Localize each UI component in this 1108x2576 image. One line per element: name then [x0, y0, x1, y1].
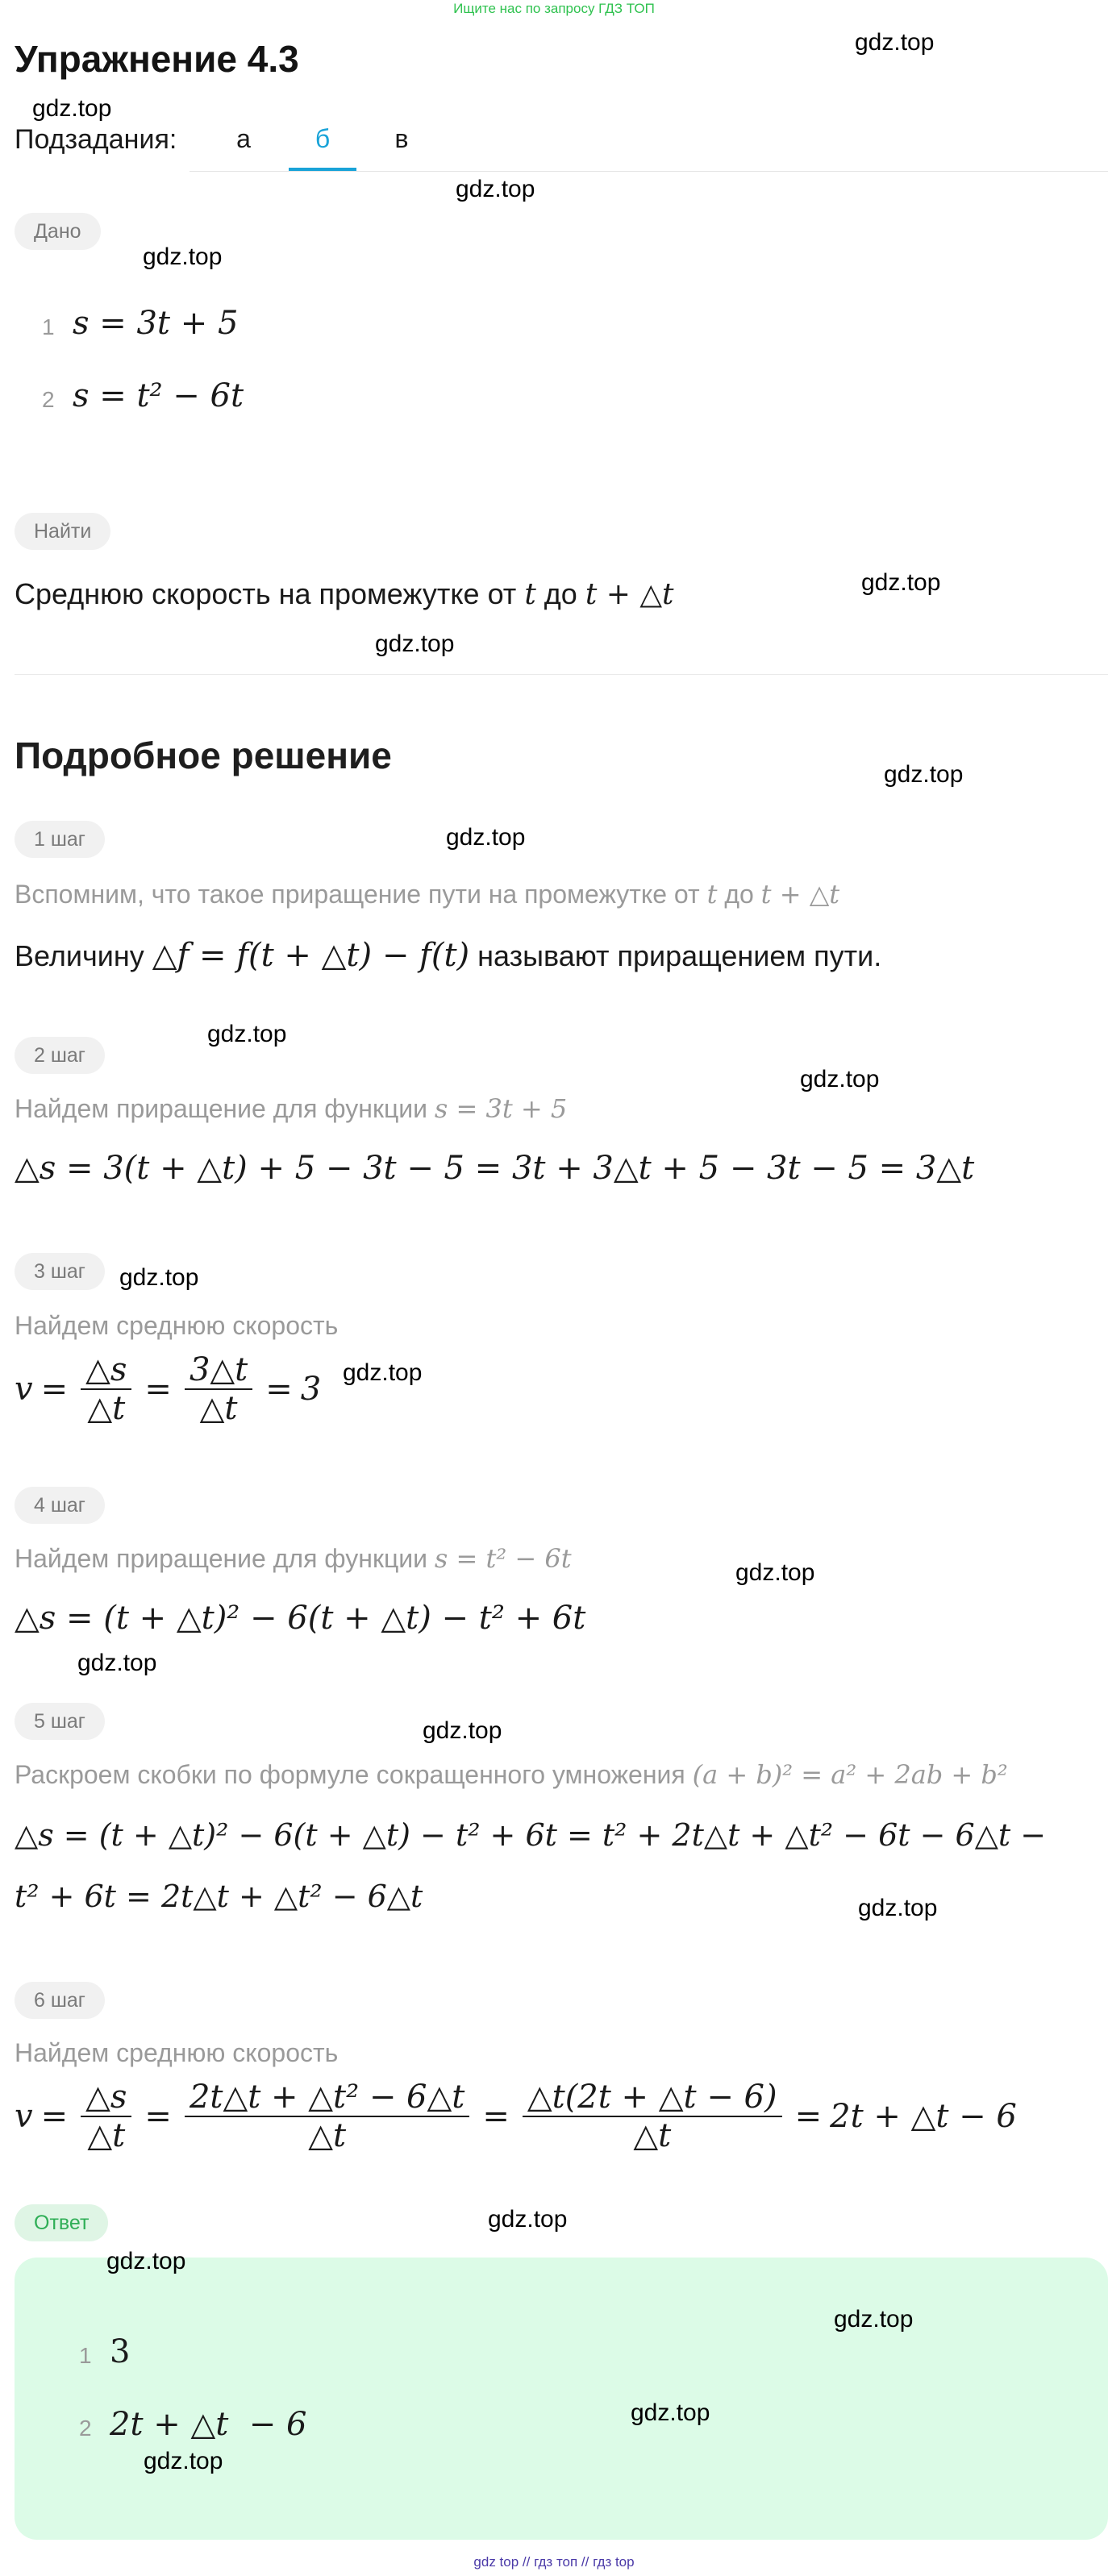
- step-3-formula: v = $\frac{\triangle s}{\triangle t}$ = $\frac{3\triangle t}{\triangle t}$ = 3: [15, 1351, 322, 1427]
- section-divider: [15, 674, 1108, 675]
- watermark: gdz.top: [77, 1650, 157, 1676]
- step-6-result: 2t + △t − 6: [830, 2098, 1017, 2135]
- step-5-formula-line1: △s = (t + △t)² − 6(t + △t) − t² + 6t = t² + 2t△t + △t² − 6t − 6△t −: [15, 1817, 1047, 1853]
- step-6-f2-num: 2t△t + △t² − 6△t: [185, 2079, 469, 2117]
- watermark: gdz.top: [735, 1559, 815, 1586]
- step-1-label: 1 шаг: [15, 821, 105, 858]
- step-6-f3-num: △t(2t + △t − 6): [523, 2079, 782, 2117]
- step-2-hint-formula: s = 3t + 5: [434, 1093, 568, 1124]
- find-var: t: [524, 578, 536, 611]
- watermark: gdz.top: [861, 569, 941, 596]
- watermark: gdz.top: [144, 2448, 223, 2474]
- step-4-formula: △s = (t + △t)² − 6(t + △t) − t² + 6t: [15, 1600, 586, 1637]
- step-6-label: 6 шаг: [15, 1982, 105, 2019]
- watermark: gdz.top: [800, 1066, 880, 1092]
- watermark: gdz.top: [119, 1264, 199, 1291]
- watermark: gdz.top: [834, 2306, 914, 2333]
- step-3-f1-den: △t: [87, 1390, 126, 1427]
- step-4-hint: [15, 1543, 572, 1574]
- step-6-fraction: [523, 2079, 782, 2154]
- page-title: Упражнение 4.3: [15, 38, 299, 80]
- step-6-f1-num: △s: [81, 2079, 131, 2117]
- tab-v[interactable]: в: [394, 124, 409, 153]
- step-4-hint-text: Найдем приращение для функции: [15, 1544, 428, 1573]
- step-4-label: 4 шаг: [15, 1487, 105, 1524]
- solution-title: Подробное решение: [15, 735, 392, 776]
- step-6-f1-den: △t: [87, 2117, 126, 2154]
- step-1-hint: [15, 879, 839, 909]
- step-6-formula: v = $\frac{\triangle s}{\triangle t}$ = $\frac{\text{2t△t + △t² − 6△t}}{\triangle t}$ = $\frac{\triangle t(2t + \triangle t - 6)}{\triangle t}$ = 2t + △t − 6: [15, 2079, 1017, 2154]
- step-6-f3-den: △t: [633, 2117, 672, 2154]
- step-2-formula: △s = 3(t + △t) + 5 − 3t − 5 = 3t + 3△t + 5 − 3t − 5 = 3△t: [15, 1150, 975, 1187]
- watermark: gdz.top: [631, 2399, 710, 2426]
- step-1-body: [15, 937, 881, 974]
- step-3-f2-den: △t: [199, 1390, 238, 1427]
- given-item-num: 2: [42, 387, 55, 412]
- watermark: gdz.top: [423, 1717, 502, 1744]
- watermark: gdz.top: [884, 761, 964, 788]
- step-6-v: v: [15, 2098, 33, 2135]
- find-expr: t + △t: [585, 578, 674, 611]
- step-2-label: 2 шаг: [15, 1037, 105, 1074]
- watermark: gdz.top: [32, 95, 112, 122]
- watermark: gdz.top: [343, 1359, 423, 1386]
- step-3-v: v: [15, 1371, 33, 1408]
- answer-value: 3: [110, 2333, 131, 2370]
- step-1-formula: △f = f(t + △t) − f(t): [152, 937, 470, 974]
- step-3-hint: Найдем среднюю скорость: [15, 1311, 339, 1340]
- watermark: gdz.top: [855, 29, 935, 56]
- step-6-fraction: [81, 2079, 131, 2154]
- footer-links[interactable]: gdz top // гдз топ // гдз top: [473, 2554, 635, 2570]
- step-1-body-prefix: Величину: [15, 939, 144, 972]
- step-1-hint-var: t: [706, 879, 718, 909]
- find-text-mid: до: [544, 577, 577, 610]
- step-1-hint-expr: t + △t: [760, 879, 840, 909]
- step-3-fraction: [81, 1351, 131, 1427]
- step-5-hint-formula: (a + b)² = a² + 2ab + b²: [692, 1759, 1008, 1790]
- watermark: gdz.top: [488, 2206, 568, 2233]
- given-item-num: 1: [42, 314, 55, 339]
- step-6-fraction: [185, 2079, 469, 2154]
- answer-item-num: 2: [79, 2416, 92, 2441]
- step-2-hint: [15, 1093, 567, 1124]
- step-3-f2-num: 3△t: [185, 1351, 252, 1390]
- step-4-hint-formula: s = t² − 6t: [434, 1543, 572, 1574]
- step-3-label: 3 шаг: [15, 1253, 105, 1290]
- answer-item-num: 1: [79, 2343, 92, 2368]
- given-formula: s = t² − 6t: [73, 377, 244, 414]
- find-text-start: Среднюю скорость на промежутке от: [15, 577, 517, 610]
- step-6-f2-den: △t: [308, 2117, 347, 2154]
- watermark: gdz.top: [375, 630, 455, 657]
- watermark: gdz.top: [106, 2248, 186, 2274]
- step-6-hint: Найдем среднюю скорость: [15, 2038, 339, 2067]
- top-banner[interactable]: Ищите нас по запросу ГДЗ ТОП: [453, 1, 655, 16]
- answer-value: 2t + △t − 6: [110, 2406, 307, 2443]
- step-5-formula-line2: t² + 6t = 2t△t + △t² − 6△t: [15, 1879, 423, 1914]
- tab-b[interactable]: б: [314, 124, 331, 153]
- watermark: gdz.top: [446, 824, 526, 851]
- watermark: gdz.top: [858, 1895, 938, 1921]
- find-label: Найти: [15, 513, 110, 550]
- step-3-fraction: [185, 1351, 252, 1427]
- step-3-f1-num: △s: [81, 1351, 131, 1390]
- given-label: Дано: [15, 213, 101, 250]
- step-1-hint-text: Вспомним, что такое приращение пути на промежутке от: [15, 880, 700, 909]
- answer-label: Ответ: [15, 2204, 108, 2241]
- active-tab-indicator: [289, 168, 356, 171]
- step-5-hint: [15, 1759, 1008, 1790]
- subtasks-label: Подзадания:: [15, 124, 177, 155]
- step-1-hint-mid: до: [724, 880, 754, 909]
- tabs-divider: [190, 171, 1108, 172]
- step-1-body-suffix: называют приращением пути.: [477, 939, 882, 972]
- step-5-label: 5 шаг: [15, 1703, 105, 1740]
- step-2-hint-text: Найдем приращение для функции: [15, 1094, 428, 1123]
- step-5-hint-text: Раскроем скобки по формуле сокращенного умножения: [15, 1760, 685, 1789]
- answer-box: [15, 2258, 1108, 2540]
- watermark: gdz.top: [456, 176, 535, 202]
- step-3-result: 3: [300, 1371, 322, 1408]
- given-formula: s = 3t + 5: [73, 305, 239, 342]
- tab-a[interactable]: а: [236, 124, 251, 153]
- watermark: gdz.top: [143, 243, 223, 270]
- watermark: gdz.top: [207, 1021, 287, 1047]
- find-text: [15, 577, 674, 611]
